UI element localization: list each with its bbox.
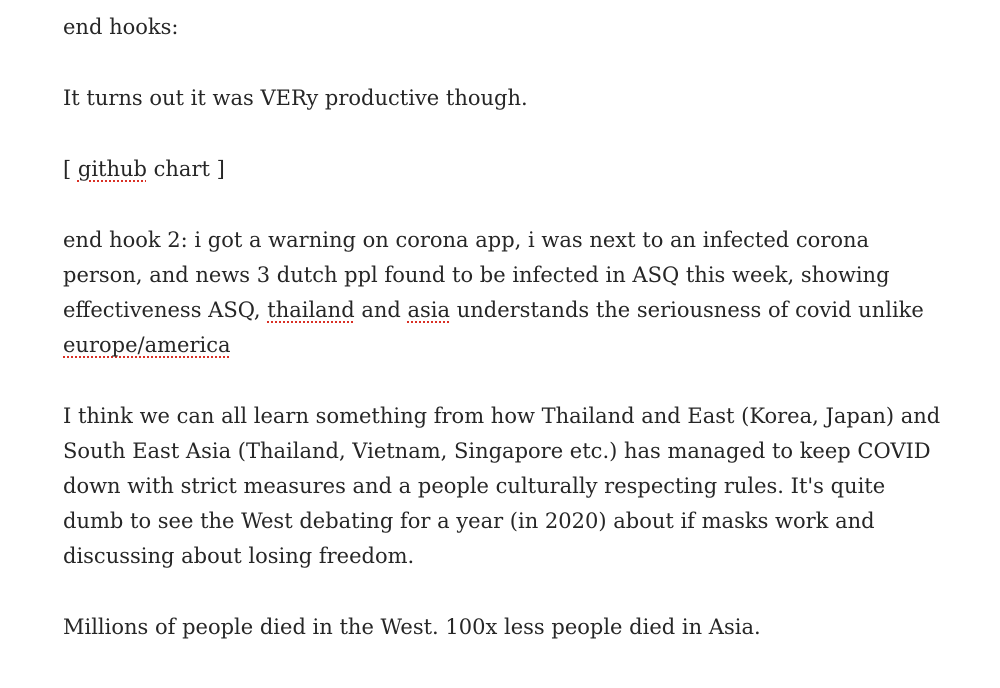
paragraph-p5: [63, 399, 943, 574]
paragraph-p3: [63, 152, 943, 187]
text-segment: It turns out it was VERy productive though.: [63, 86, 528, 110]
text-segment: end hook 2: i got a warning on corona app, i was next to an infected corona person, and news 3 dutch ppl found to be infected in ASQ this week, showing effectiveness ASQ,: [63, 228, 890, 322]
misspelled-word[interactable]: europe/america: [63, 333, 231, 357]
text-segment: understands the seriousness of covid unlike: [450, 298, 924, 322]
misspelled-word[interactable]: asia: [407, 298, 451, 322]
text-segment: end hooks:: [63, 15, 179, 39]
misspelled-word[interactable]: thailand: [267, 298, 355, 322]
paragraph-p4: [63, 223, 943, 363]
text-segment: and: [354, 298, 408, 322]
text-segment: Millions of people died in the West. 100x less people died in Asia.: [63, 615, 761, 639]
paragraph-p2: [63, 81, 943, 116]
paragraph-p1: [63, 10, 943, 45]
text-segment: chart ]: [146, 157, 225, 181]
text-segment: [: [63, 157, 78, 181]
paragraph-p6: [63, 610, 943, 645]
text-segment: I think we can all learn something from how Thailand and East (Korea, Japan) and South East Asia (Thailand, Vietnam, Singapore etc.) has managed to keep COVID down with strict measures and a people culturally respecting rules. It's quite dumb to see the West debating for a year (in 2020) about if masks work and discussing about losing freedom.: [63, 404, 941, 568]
misspelled-word[interactable]: github: [77, 157, 147, 181]
document-body[interactable]: [63, 10, 943, 681]
